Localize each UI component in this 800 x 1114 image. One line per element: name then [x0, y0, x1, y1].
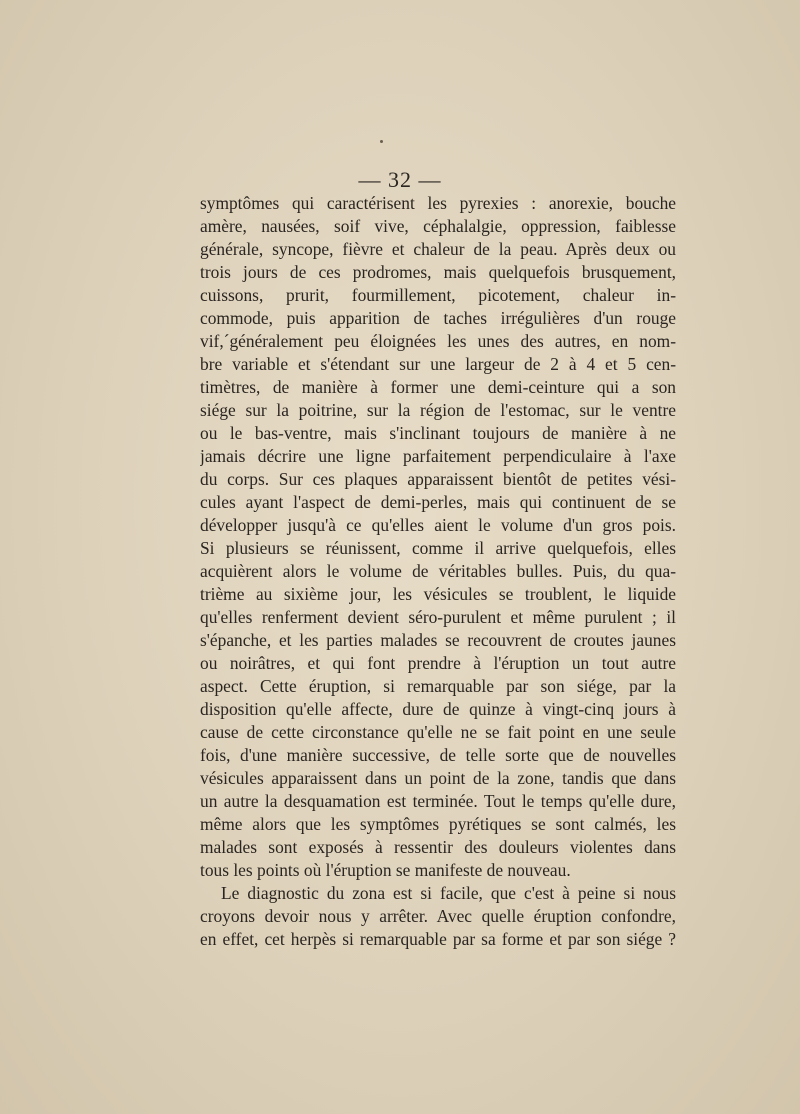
text-line: disposition qu'elle affecte, dure de quinze à vingt-cinq jours à — [200, 699, 676, 719]
text-line: acquièrent alors le volume de véritables bulles. Puis, du qua- — [200, 561, 676, 581]
text-line: jamais décrire une ligne parfaitement perpendiculaire à l'axe — [200, 446, 676, 466]
text-line: générale, syncope, fièvre et chaleur de la peau. Après deux ou — [200, 239, 676, 259]
text-line: symptômes qui caractérisent les pyrexies : anorexie, bouche — [200, 193, 676, 213]
text-line: du corps. Sur ces plaques apparaissent bientôt de petites vési- — [200, 469, 676, 489]
paragraph-end-line: tous les points où l'éruption se manifeste de nouveau. — [200, 860, 571, 880]
text-line: siége sur la poitrine, sur la région de l'estomac, sur le ventre — [200, 400, 676, 420]
text-line: ou noirâtres, et qui font prendre à l'éruption un tout autre — [200, 653, 676, 673]
text-line: un autre la desquamation est terminée. Tout le temps qu'elle dure, — [200, 791, 676, 811]
text-line: Si plusieurs se réunissent, comme il arrive quelquefois, elles — [200, 538, 676, 558]
text-line: fois, d'une manière successive, de telle sorte que de nouvelles — [200, 745, 676, 765]
text-line: vésicules apparaissent dans un point de la zone, tandis que dans — [200, 768, 676, 788]
text-line: bre variable et s'étendant sur une largeur de 2 à 4 et 5 cen- — [200, 354, 676, 374]
text-line: cuissons, prurit, fourmillement, picotement, chaleur in- — [200, 285, 676, 305]
text-line: amère, nausées, soif vive, céphalalgie, oppression, faiblesse — [200, 216, 676, 236]
ink-speck — [380, 140, 383, 143]
text-line: développer jusqu'à ce qu'elles aient le volume d'un gros pois. — [200, 515, 676, 535]
text-line: trois jours de ces prodromes, mais quelquefois brusquement, — [200, 262, 676, 282]
text-line: malades sont exposés à ressentir des douleurs violentes dans — [200, 837, 676, 857]
text-line: même alors que les symptômes pyrétiques se sont calmés, les — [200, 814, 676, 834]
text-line: trième au sixième jour, les vésicules se troublent, le liquide — [200, 584, 676, 604]
text-line: en effet, cet herpès si remarquable par sa forme et par son siége ? — [200, 929, 676, 949]
text-line: s'épanche, et les parties malades se recouvrent de croutes jaunes — [200, 630, 676, 650]
text-line: commode, puis apparition de taches irrégulières d'un rouge — [200, 308, 676, 328]
text-line: qu'elles renferment devient séro-purulent et même purulent ; il — [200, 607, 676, 627]
text-line: ou le bas-ventre, mais s'inclinant toujours de manière à ne — [200, 423, 676, 443]
text-line: croyons devoir nous y arrêter. Avec quelle éruption confondre, — [200, 906, 676, 926]
text-line: aspect. Cette éruption, si remarquable par son siége, par la — [200, 676, 676, 696]
text-line: cules ayant l'aspect de demi-perles, mais qui continuent de se — [200, 492, 676, 512]
text-line: cause de cette circonstance qu'elle ne se fait point en une seule — [200, 722, 676, 742]
body-text — [200, 192, 676, 951]
text-line: vif,´généralement peu éloignées les unes des autres, en nom- — [200, 331, 676, 351]
text-line: timètres, de manière à former une demi-ceinture qui a son — [200, 377, 676, 397]
paragraph-start-line: Le diagnostic du zona est si facile, que c'est à peine si nous — [221, 883, 676, 903]
page-number: — 32 — — [358, 167, 442, 192]
